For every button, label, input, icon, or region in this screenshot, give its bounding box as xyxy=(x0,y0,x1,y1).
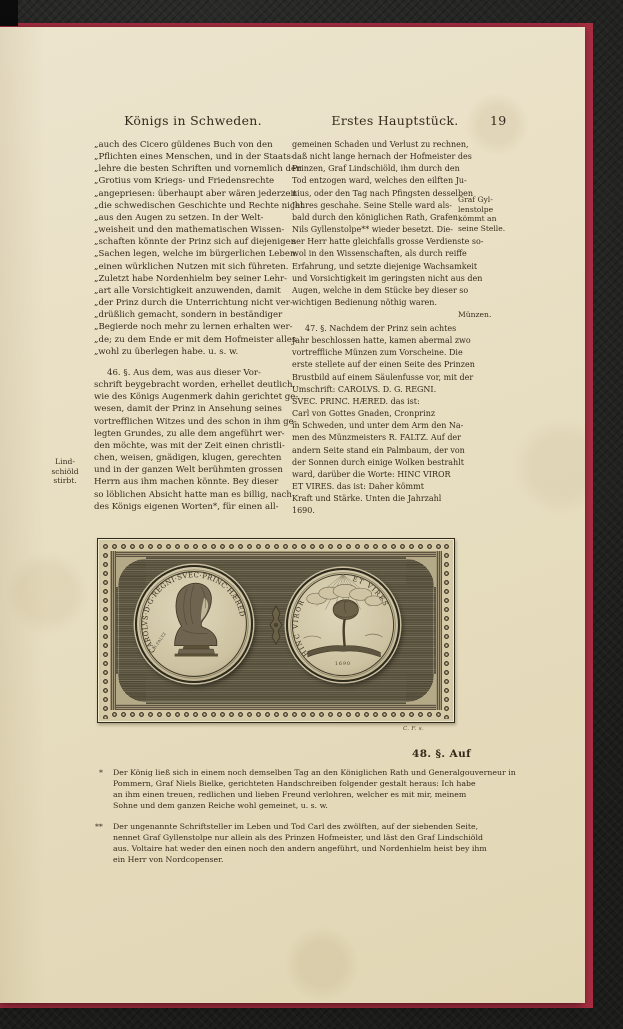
margin-note-lindschioeld xyxy=(36,457,94,486)
text-line: Augen, welche in dem Stücke bey dieser so xyxy=(292,285,469,295)
text-line: Lind- xyxy=(55,457,75,466)
text-line: ET VIRES. das ist: Daher kömmt xyxy=(292,482,424,492)
text-line: andern Seite stand ein Palmbaum, der von xyxy=(292,445,465,455)
engraver-mark: C. F. s. xyxy=(403,726,424,732)
text-line: wol in den Wissenschaften, als durch reiffe xyxy=(292,249,467,259)
plate-corner-ornament xyxy=(406,674,436,704)
catchword: 48. §. Auf xyxy=(412,748,472,760)
text-line: den möchte, was mit der Zeit einen christli- xyxy=(94,440,285,451)
text-line: Pommern, Graf Niels Bielke, gerichteten Handschreiben folgender gestalt heraus: Ich habe xyxy=(113,778,476,788)
text-line: Graf Gyl- xyxy=(458,195,493,204)
plate-hatched-field xyxy=(116,557,436,704)
text-line: „lehre die besten Schriften und vornemlich den xyxy=(94,164,302,175)
text-line: nius, oder den Tag nach Pfingsten desselben xyxy=(292,188,473,198)
medal-legend-right-text: ET VIRES xyxy=(351,574,391,609)
text-line: an ihm einen treuen, redlichen und lieben Freund verlohren, welcher es mit mir, meinem xyxy=(113,789,467,799)
text-line: stirbt. xyxy=(53,476,77,486)
text-line: daß nicht lange hernach der Hofmeister des xyxy=(292,152,472,162)
text-line: „die schwedischen Geschichte und Rechte nicht xyxy=(94,200,304,211)
text-line: Prinzen, Graf Lindschiöld, ihm durch den xyxy=(292,164,460,174)
text-line: „schaften könnte der Prinz sich auf diejenigen xyxy=(94,237,297,248)
text-line: chen, weisen, gnädigen, klugen, gerechten xyxy=(94,453,282,464)
footnote-2-lines xyxy=(113,822,573,866)
text-line: „art alle Vorsichtigkeit anzuwenden, damit xyxy=(94,285,281,296)
text-line: schrift beygebracht worden, erhellet deutlich, xyxy=(94,380,296,391)
margin-note-muenzen: Münzen. xyxy=(458,310,492,319)
text-line: wie des Königs Augenmerk dahin gerichtet ge- xyxy=(94,392,299,403)
medal-reverse-engraving xyxy=(288,570,398,680)
text-line: „Pflichten eines Menschen, und in der Staats- xyxy=(94,152,294,163)
text-line: lenstolpe xyxy=(458,204,494,214)
medal-engraving-plate xyxy=(97,538,455,723)
text-line: Nils Gyllenstolpe** wieder besetzt. Die- xyxy=(292,225,453,235)
text-line: „Zuletzt habe Nordenhielm bey seiner Lehr- xyxy=(94,273,288,284)
text-line: „einen würklichen Nutzen mit sich führeten. xyxy=(94,261,289,272)
medalist-signature: R.FALTZ xyxy=(151,631,168,650)
plate-molding-bottom xyxy=(110,704,442,710)
text-line: ein Herr von Nordcopenser. xyxy=(113,854,224,864)
text-line: Der König ließ sich in einem noch demselben Tag an den Königlichen Rath und Generalgouverneur in xyxy=(113,768,516,777)
text-line: 47. §. Nachdem der Prinz sein achtes xyxy=(305,324,457,333)
text-line: schiöld xyxy=(51,466,79,476)
text-line: Brustbild auf einem Säulenfusse vor, mit der xyxy=(292,372,474,382)
text-line: men des Münzmeisters R. FALTZ. Auf der xyxy=(292,433,461,443)
text-line: legten Grundes, zu alle dem angeführt wer- xyxy=(94,428,285,439)
scan-corner-notch xyxy=(0,0,18,26)
text-line: wesen, damit der Prinz in Ansehung seines xyxy=(94,404,282,415)
text-line: „der Prinz durch die Unterrichtung nicht ver- xyxy=(94,298,293,309)
plate-border-ornament-left xyxy=(101,542,110,719)
text-line: und Vorsichtigkeit im geringsten nicht aus den xyxy=(292,273,483,283)
text-line: in Schweden, und unter dem Arm den Na- xyxy=(292,421,464,431)
text-line: SVEC. PRINC. HÆRED. das ist: xyxy=(292,396,420,406)
footnote-2 xyxy=(95,822,573,866)
svg-text:HINC VIROR xyxy=(292,598,310,658)
text-line: Sohne und dem ganzen Reiche wohl gemeinet, u. s. w. xyxy=(113,800,328,810)
plate-molding-right xyxy=(436,551,442,710)
text-line: aus. Voltaire hat weder den einen noch den andern angeführt, und Nordenhielm heist bey ihm xyxy=(113,843,487,853)
palm-tree-engraving xyxy=(303,600,382,657)
medal-obverse-engraving xyxy=(137,567,251,681)
text-line: Kraft und Stärke. Unten die Jahrzahl xyxy=(292,494,442,504)
footnote-1-lines xyxy=(113,768,573,812)
text-line: „angepriesen: überhaupt aber wären jederzeit xyxy=(94,188,297,199)
text-line: des Königs eigenen Worten*, für einen all- xyxy=(94,501,279,512)
plate-border-ornament-right xyxy=(442,542,451,719)
margin-note-gyllenstolpe xyxy=(458,195,518,233)
text-line: „Begierde noch mehr zu lernen erhalten wer- xyxy=(94,322,293,333)
medal-legend-text: CAROLVS·D·G·REGNI·SVEC·PRINC·HÆRED xyxy=(141,571,247,655)
text-line: und in der ganzen Welt berühmten grossen xyxy=(94,465,283,476)
text-line: nennet Graf Gyllenstolpe nur allein als des Prinzen Hofmeister, und läst den Graf Lindschiöld xyxy=(113,832,483,842)
text-line: „Sachen legen, welche im bürgerlichen Leben xyxy=(94,249,296,260)
text-line: Umschrift: CAROLVS. D. G. REGNI. xyxy=(292,384,437,394)
text-line: seine Stelle. xyxy=(458,223,506,233)
text-line: bald durch den königlichen Rath, Grafen xyxy=(292,212,458,222)
text-line: erste stellete auf der einen Seite des Prinzen xyxy=(292,360,475,370)
text-line: „de; zu dem Ende er mit dem Hofmeister alles xyxy=(94,334,297,345)
text-line: „aus den Augen zu setzen. In der Welt- xyxy=(94,212,264,223)
text-line: Der ungenannte Schriftsteller im Leben und Tod Carl des zwölften, auf der siebenden Seite, xyxy=(113,822,479,831)
text-line: Herrn aus ihm machen könnte. Bey dieser xyxy=(94,477,279,488)
page-number: 19 xyxy=(490,113,507,128)
text-line: „auch des Cicero güldenes Buch von den xyxy=(94,140,273,150)
text-line: ward, darüber die Worte: HINC VIROR xyxy=(292,469,451,479)
running-header-right: Erstes Hauptstück. xyxy=(331,113,459,128)
text-line: ser Herr hatte gleichfalls grosse Verdienste so- xyxy=(292,237,484,247)
text-line: Jahr beschlossen hatte, kamen abermal zwo xyxy=(292,336,471,346)
footnote-2-marker: ** xyxy=(95,822,103,831)
text-line: wichtigen Bedienung nöthig waren. xyxy=(292,298,437,308)
running-header-left: Königs in Schweden. xyxy=(124,113,262,128)
text-line: vortrefflichen Witzes und des schon in ihm ge- xyxy=(94,416,297,427)
plate-corner-ornament xyxy=(406,557,436,587)
medal-legend-left-text: HINC VIROR xyxy=(291,597,311,658)
center-ornament xyxy=(266,605,286,645)
plate-border-ornament-top xyxy=(101,542,451,551)
book-page xyxy=(0,27,585,1003)
plate-border-ornament-bottom xyxy=(101,710,451,719)
text-line: Tod entzogen ward, welches den eilften Ju- xyxy=(292,176,467,186)
text-line: Erfahrung, und setzte diejenige Wachsamkeit xyxy=(292,261,478,271)
bust-engraving xyxy=(175,583,218,656)
medal-reverse-palm xyxy=(286,568,400,682)
text-line: „Grotius vom Kriegs- und Friedensrechte xyxy=(94,176,275,187)
text-line: Carl von Gottes Gnaden, Cronprinz xyxy=(292,409,436,419)
text-line: vortreffliche Münzen zum Vorscheine. Die xyxy=(292,348,463,358)
text-line: 46. §. Aus dem, was aus dieser Vor- xyxy=(107,368,261,378)
text-line: der Sonnen durch einige Wolken bestrahlt xyxy=(292,457,464,467)
left-column-quotation xyxy=(94,139,304,358)
text-line: so löblichen Absicht hatte man es billig, nach xyxy=(94,489,292,500)
text-line: „wohl zu überlegen habe. u. s. w. xyxy=(94,346,239,357)
footnote-1 xyxy=(99,768,573,812)
medal-year-text: 1690 xyxy=(334,662,352,668)
medal-obverse-portrait xyxy=(135,565,253,683)
text-line: 1690. xyxy=(292,506,315,516)
left-column-paragraph-46 xyxy=(94,367,299,513)
right-column-paragraph-47 xyxy=(292,323,475,518)
text-line: kömmt an xyxy=(458,214,497,224)
text-line: Jahres geschahe. Seine Stelle ward als- xyxy=(292,200,452,210)
footnote-1-marker: * xyxy=(99,768,103,777)
text-line: „weisheit und den mathematischen Wissen- xyxy=(94,225,285,236)
text-line: gemeinen Schaden und Verlust zu rechnen, xyxy=(292,140,469,149)
text-line: „drüßlich gemacht, sondern in beständiger xyxy=(94,310,283,321)
